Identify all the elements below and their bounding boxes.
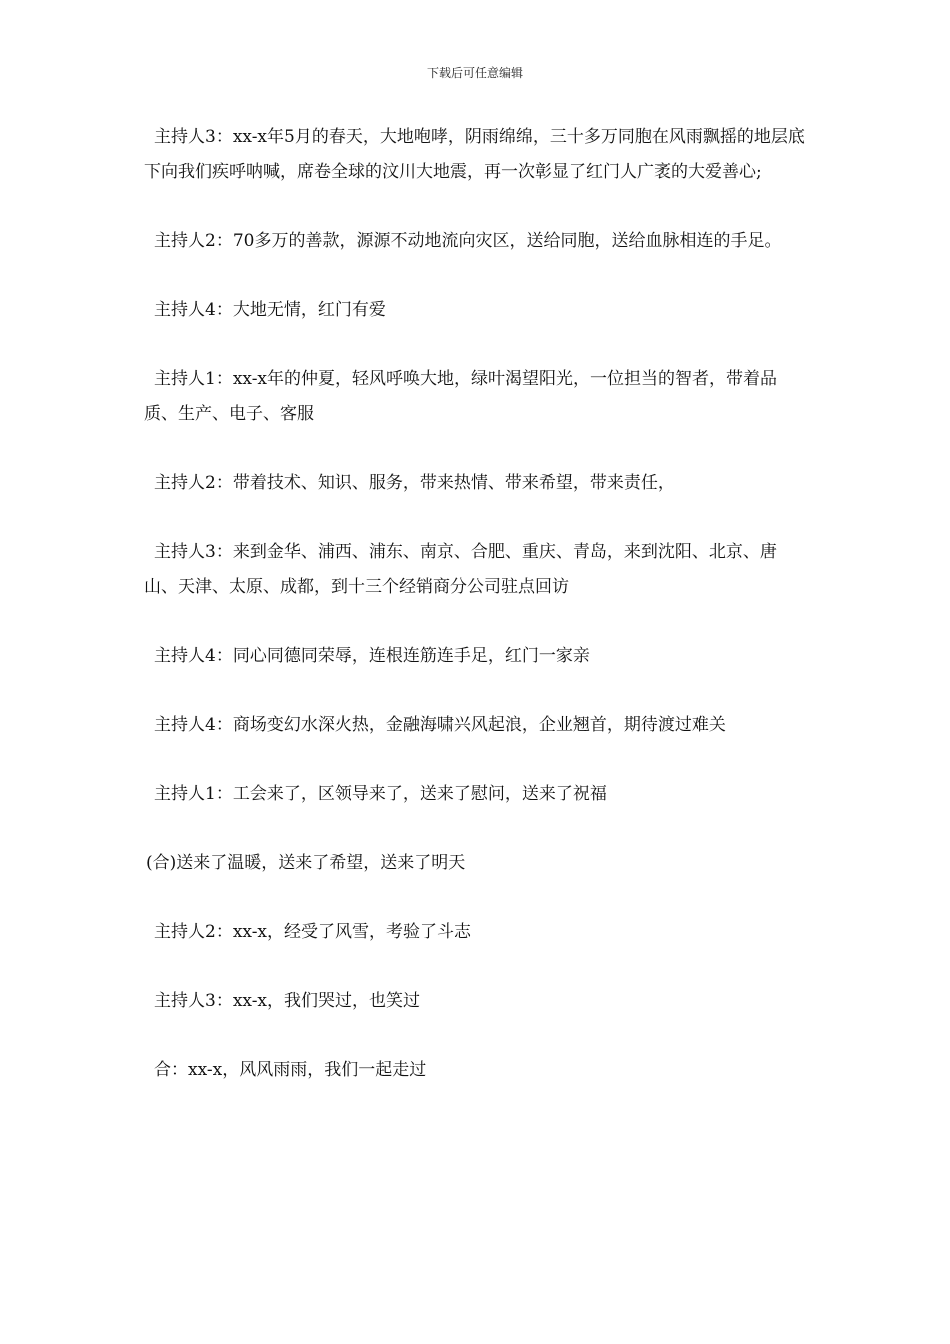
paragraph-4: 主持人1：xx-x年的仲夏，轻风呼唤大地，绿叶渴望阳光，一位担当的智者，带着品质、生产、电子、客服 <box>144 369 778 424</box>
document-body <box>144 120 808 1122</box>
paragraph-3: 主持人4：大地无情，红门有爱 <box>154 300 386 320</box>
paragraph-5: 主持人2：带着技术、知识、服务，带来热情、带来希望，带来责任， <box>154 473 675 493</box>
paragraph-7: 主持人4：同心同德同荣辱，连根连筋连手足，红门一家亲 <box>154 646 590 666</box>
paragraph-9: 主持人1：工会来了，区领导来了，送来了慰问，送来了祝福 <box>154 784 607 804</box>
paragraph-11: 主持人2：xx-x，经受了风雪，考验了斗志 <box>154 922 472 942</box>
paragraph-6: 主持人3：来到金华、浦西、浦东、南京、合肥、重庆、青岛，来到沈阳、北京、唐山、天津、太原、成都，到十三个经销商分公司驻点回访 <box>144 542 777 597</box>
paragraph-2: 主持人2：70多万的善款，源源不动地流向灾区，送给同胞，送给血脉相连的手足。 <box>154 231 782 251</box>
paragraph-8: 主持人4：商场变幻水深火热，金融海啸兴风起浪，企业翘首，期待渡过难关 <box>154 715 726 735</box>
paragraph-12: 主持人3：xx-x，我们哭过，也笑过 <box>154 991 421 1011</box>
paragraph-13: 合：xx-x，风风雨雨，我们一起走过 <box>154 1060 427 1080</box>
page-header: 下载后可任意编辑 <box>426 66 523 80</box>
paragraph-10: (合)送来了温暖，送来了希望，送来了明天 <box>146 853 466 873</box>
paragraph-1: 主持人3：xx-x年5月的春天，大地咆哮，阴雨绵绵，三十多万同胞在风雨飘摇的地层底下向我们疾呼呐喊，席卷全球的汶川大地震，再一次彰显了红门人广袤的大爱善心; <box>144 127 805 182</box>
